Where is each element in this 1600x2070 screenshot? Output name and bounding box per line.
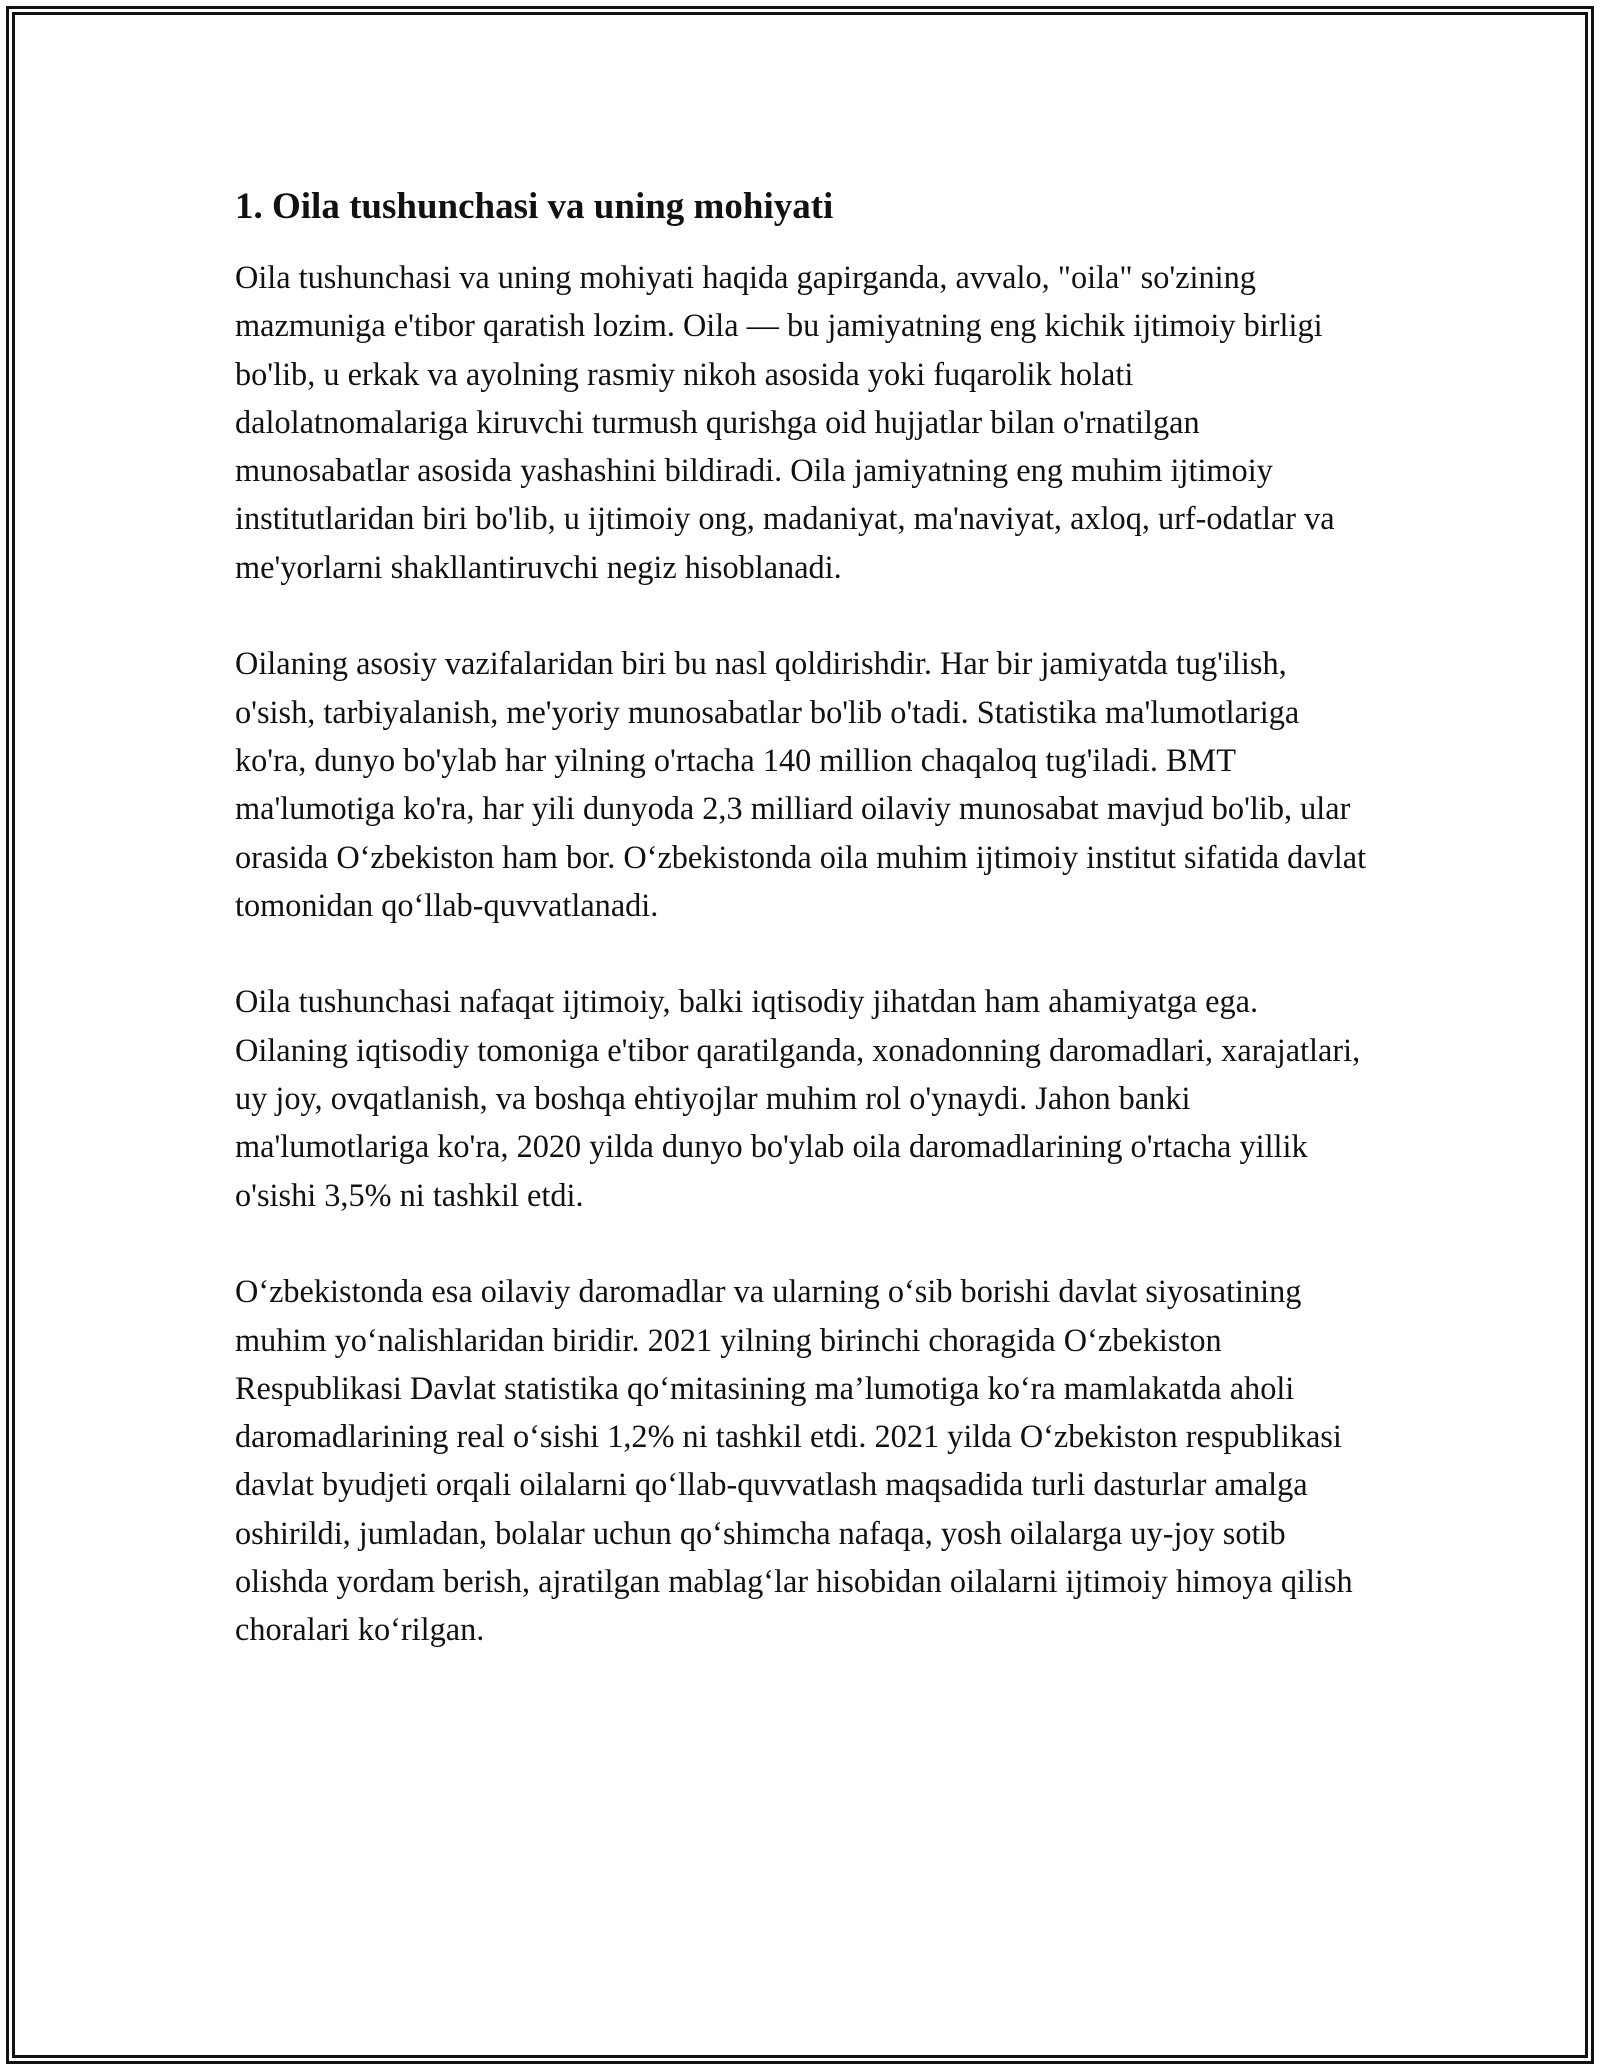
paragraph-family-economics: Oila tushunchasi nafaqat ijtimoiy, balki iqtisodiy jihatdan ham ahamiyatga ega. Oilaning iqtisodiy tomoniga e'tibor qaratilganda, xonadonning daromadlari, xarajatlari, uy joy, ovqatlanish, va boshqa ehtiyojlar muhim rol o'ynaydi. Jahon banki ma'lumotlariga ko'ra, 2020 yilda dunyo bo'ylab oila daromadlarining o'rtacha yillik o'sishi 3,5% ni tashkil etdi. xyxy=(235,983,1361,1213)
paragraph-family-concept: Oila tushunchasi va uning mohiyati haqida gapirganda, avvalo, "oila" so'zining mazmuniga e'tibor qaratish lozim. Oila — bu jamiyatning eng kichik ijtimoiy birligi bo'lib, u erkak va ayolning rasmiy nikoh asosida yoki fuqarolik holati dalolatnomalariga kiruvchi turmush qurishga oid hujjatlar bilan o'rnatilgan munosabatlar asosida yashashini bildiradi. Oila jamiyatning eng muhim ijtimoiy institutlaridan biri bo'lib, u ijtimoiy ong, madaniyat, ma'naviyat, axloq, urf-odatlar va me'yorlarni shakllantiruvchi negiz hisoblanadi. xyxy=(235,259,1335,585)
paragraph-uzbekistan-income: O‘zbekistonda esa oilaviy daromadlar va ularning o‘sib borishi davlat siyosatining muhim yo‘nalishlaridan biridir. 2021 yilning birinchi choragida O‘zbekiston Respublikasi Davlat statistika qo‘mitasining ma’lumotiga ko‘ra mamlakatda aholi daromadlarining real o‘sishi 1,2% ni tashkil etdi. 2021 yilda O‘zbekiston respublikasi davlat byudjeti orqali oilalarni qo‘llab-quvvatlash maqsadida turli dasturlar amalga oshirildi, jumladan, bolalar uchun qo‘shimcha nafaqa, yosh oilalarga uy-joy sotib olishda yordam berish, ajratilgan mablag‘lar hisobidan oilalarni ijtimoiy himoya qilish choralari ko‘rilgan. xyxy=(235,1273,1353,1648)
paragraph-family-functions: Oilaning asosiy vazifalaridan biri bu nasl qoldirishdir. Har bir jamiyatda tug'ilish, o'sish, tarbiyalanish, me'yoriy munosabatlar bo'lib o'tadi. Statistika ma'lumotlariga ko'ra, dunyo bo'ylab har yilning o'rtacha 140 million chaqaloq tug'iladi. BMT ma'lumotiga ko'ra, har yili dunyoda 2,3 milliard oilaviy munosabat mavjud bo'lib, ular orasida O‘zbekiston ham bor. O‘zbekistonda oila muhim ijtimoiy institut sifatida davlat tomonidan qo‘llab-quvvatlanadi. xyxy=(235,645,1367,923)
document-body xyxy=(235,183,1370,1702)
section-title: 1. Oila tushunchasi va uning mohiyati xyxy=(235,186,834,227)
